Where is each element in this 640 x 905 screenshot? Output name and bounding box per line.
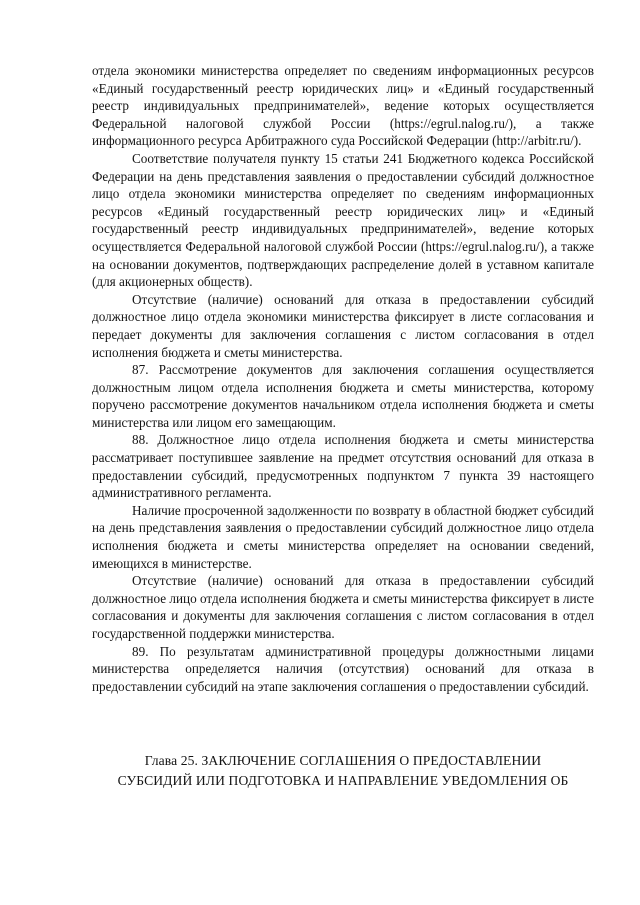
paragraph-overdue-debt: Наличие просроченной задолженности по возврату в областной бюджет субсидий на день представления заявления о предоставлении субсидий должностное лицо отдела исполнения бюджета и сметы министерства определяет на основании сведений, имеющихся в министерстве. xyxy=(92,502,594,571)
paragraph-refusal-grounds-economics: Отсутствие (наличие) оснований для отказа в предоставлении субсидий должностное лицо отдела экономики министерства фиксирует в листе согласования и передает документы для заключения соглашения с листом согласования в отдел исполнения бюджета и сметы министерства. xyxy=(92,291,594,360)
chapter-heading-line-2: СУБСИДИЙ ИЛИ ПОДГОТОВКА И НАПРАВЛЕНИЕ УВЕДОМЛЕНИЯ ОБ xyxy=(117,773,569,789)
paragraph-item-87: 87. Рассмотрение документов для заключения соглашения осуществляется должностным лицом отдела исполнения бюджета и сметы министерства, которому поручено рассмотрение документов начальником отдела исполнения бюджета и сметы министерства или лицом его замещающим. xyxy=(92,362,594,430)
paragraph-item-89: 89. По результатам административной процедуры должностными лицами министерства определяется наличия (отсутствия) оснований для отказа в предоставлении субсидий на этапе заключения соглашения о предоставлении субсидий. xyxy=(92,643,594,694)
document-body xyxy=(92,62,594,695)
paragraph-continuation: отдела экономики министерства определяет по сведениям информационных ресурсов «Единый государственный реестр юридических лиц» и «Единый государственный реестр индивидуальных предпринимателей», ведение которых осуществляется Федеральной налоговой службой России (https://egrul.nalog.ru/), а также информационного ресурса Арбитражного суда Российской Федерации (http://arbitr.ru/). xyxy=(92,63,594,149)
chapter-heading xyxy=(92,751,594,791)
section-spacer xyxy=(92,695,594,751)
paragraph-refusal-grounds-budget: Отсутствие (наличие) оснований для отказа в предоставлении субсидий должностное лицо отдела исполнения бюджета и сметы министерства фиксирует в листе согласования и документы для заключения соглашения с листом согласования в отдел государственной поддержки министерства. xyxy=(92,573,594,641)
chapter-heading-line-1: Глава 25. ЗАКЛЮЧЕНИЕ СОГЛАШЕНИЯ О ПРЕДОСТАВЛЕНИИ xyxy=(144,753,542,769)
paragraph-item-88: 88. Должностное лицо отдела исполнения бюджета и сметы министерства рассматривает поступившее заявление на предмет отсутствия оснований для отказа в предоставлении субсидий, предусмотренных подпунктом 7 пункта 39 настоящего административного регламента. xyxy=(92,432,594,501)
paragraph-budget-code-compliance: Соответствие получателя пункту 15 статьи 241 Бюджетного кодекса Российской Федерации на день представления заявления о предоставлении субсидий должностное лицо отдела экономики министерства определяет по сведениям информационных ресурсов «Единый государственный реестр юридических лиц» и «Единый государственный реестр индивидуальных предпринимателей», ведение которых осуществляется Федеральной налоговой службой России (https://egrul.nalog.ru/), а также на основании документов, подтверждающих распределение долей в уставном капитале (для акционерных обществ). xyxy=(92,150,594,290)
